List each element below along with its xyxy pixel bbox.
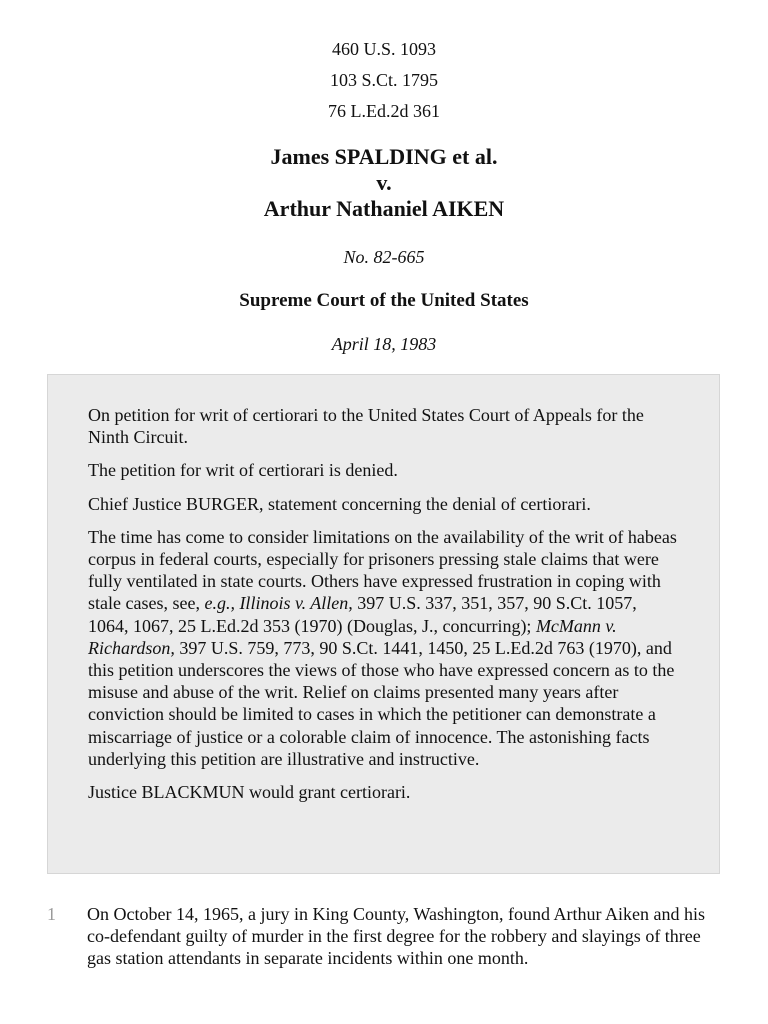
- petition-text: On petition for writ of certiorari to the United States Court of Appeals for the Ninth Circuit.: [88, 405, 644, 448]
- citations: [0, 34, 768, 127]
- citation-led: 76 L.Ed.2d 361: [328, 101, 440, 121]
- statement-part-2: 397 U.S. 337, 351, 357, 90 S.Ct. 1057, 1064, 1067, 25 L.Ed.2d 353 (1970) (Douglas, J., concurring);: [88, 593, 637, 636]
- docket-number: No. 82-665: [343, 247, 425, 267]
- statement-text: [88, 526, 679, 770]
- respondent-name: Arthur Nathaniel AIKEN: [263, 196, 505, 221]
- citation-sct: 103 S.Ct. 1795: [329, 70, 439, 90]
- decision-date: April 18, 1983: [331, 334, 437, 354]
- versus-label: v.: [376, 170, 392, 195]
- court-name: Supreme Court of the United States: [239, 290, 529, 311]
- statement-heading: Chief Justice BURGER, statement concerning the denial of certiorari.: [88, 493, 591, 514]
- paragraph-text: On October 14, 1965, a jury in King County, Washington, found Arthur Aiken and his co-defendant guilty of murder in the first degree for the robbery and slayings of three gas station attendants in separate incidents within one month.: [87, 904, 705, 969]
- statement-part-1: The time has come to consider limitations on the availability of the writ of habeas corpus in federal courts, especially for prisoners pressing stale claims that were fully ventilated in state courts. Others have expressed frustration in coping with stale cases, see,: [88, 526, 677, 614]
- paragraph-number: 1: [47, 904, 56, 924]
- statement-part-3: 397 U.S. 759, 773, 90 S.Ct. 1441, 1450, 25 L.Ed.2d 763 (1970), and this petition underscores the views of those who have expressed concern as to the misuse and abuse of the writ. Relief on claims presented many years after conviction should be limited to cases in which the petitioner can demonstrate a miscarriage of justice or a colorable claim of innocence. The astonishing facts underlying this petition are illustrative and instructive.: [88, 637, 675, 769]
- case-title: [0, 144, 768, 222]
- disposition-text: The petition for writ of certiorari is denied.: [88, 460, 398, 481]
- case-citation-illinois-v-allen: e.g., Illinois v. Allen,: [204, 593, 353, 614]
- case-citation-mcmann-v-richardson: McMann v. Richardson,: [88, 615, 617, 658]
- citation-us: 460 U.S. 1093: [331, 39, 436, 59]
- dissent-note: Justice BLACKMUN would grant certiorari.: [88, 782, 411, 803]
- petitioner-name: James SPALDING et al.: [270, 144, 498, 169]
- case-summary-box: [47, 374, 720, 874]
